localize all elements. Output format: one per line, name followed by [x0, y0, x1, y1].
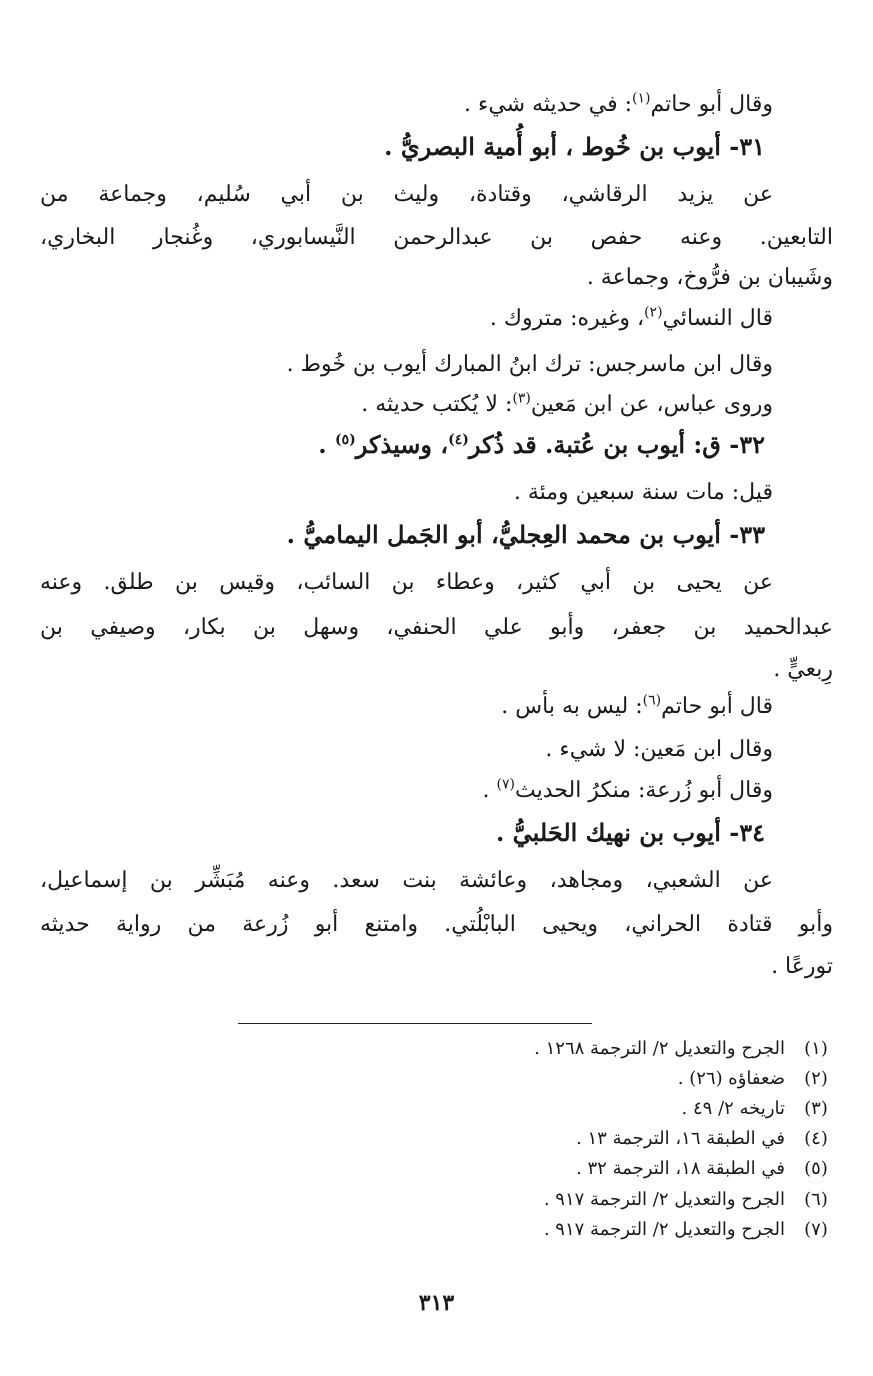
text-line: وروى عباس، عن ابن مَعين$^{(٣)}$: لا يُكتب حديثه . — [361, 390, 773, 417]
footnote-number: (٦) — [804, 1189, 828, 1210]
footnote-number: (٧) — [804, 1219, 828, 1240]
footnote-text: ضعفاؤه (٢٦) . — [677, 1068, 785, 1089]
footnote-text: الجرح والتعديل ٢/ الترجمة ٩١٧ . — [543, 1189, 785, 1210]
text-line: وقال أبو زُرعة: منكرُ الحديث$^{(٧)}$ . — [482, 776, 773, 803]
footnote — [544, 1216, 833, 1244]
footnote-number: (٥) — [804, 1158, 828, 1179]
text-line: قال النسائي$^{(٢)}$، وغيره: متروك . — [489, 304, 773, 331]
text-line: قيل: مات سنة سبعين ومئة . — [513, 480, 773, 505]
footnote-text: الجرح والتعديل ٢/ الترجمة ١٢٦٨ . — [534, 1038, 785, 1059]
text-line: عن يحيى بن أبي كثير، وعطاء بن السائب، وقيس بن طلق. وعنه — [40, 570, 773, 595]
footnote — [534, 1035, 833, 1063]
footnote-text: في الطبقة ١٦، الترجمة ١٣ . — [576, 1128, 785, 1149]
text-line: وقال ابن مَعين: لا شيء . — [545, 737, 773, 762]
entry-heading: ٣٤- أيوب بن نهيك الحَلبيُّ . — [495, 818, 765, 847]
text-line: تورعًا . — [771, 954, 833, 979]
footnote — [682, 1095, 833, 1123]
footnote-text: الجرح والتعديل ٢/ الترجمة ٩١٧ . — [543, 1219, 785, 1240]
footnote — [576, 1125, 833, 1153]
footnote-number: (٢) — [804, 1068, 828, 1089]
footnote-divider — [238, 1023, 592, 1024]
footnote-number: (١) — [804, 1038, 828, 1059]
footnote-text: في الطبقة ١٨، الترجمة ٣٢ . — [576, 1158, 785, 1179]
footnote-number: (٤) — [804, 1128, 828, 1149]
text-line: وقال ابن ماسرجس: ترك ابنُ المبارك أيوب بن خُوط . — [286, 352, 773, 377]
footnote — [576, 1155, 833, 1183]
entry-heading: ٣١- أيوب بن خُوط ، أبو أُمية البصريُّ . — [384, 132, 765, 161]
text-line: التابعين. وعنه حفص بن عبدالرحمن النَّيسابوري، وغُنجار البخاري، — [40, 225, 833, 250]
footnote — [678, 1065, 833, 1093]
text-line: وقال أبو حاتم$^{(١)}$: في حديثه شيء . — [463, 90, 773, 117]
footnote-number: (٣) — [804, 1098, 828, 1119]
footnote-text: تاريخه ٢/ ٤٩ . — [681, 1098, 785, 1119]
text-line: عن يزيد الرقاشي، وقتادة، وليث بن أبي سُليم، وجماعة من — [40, 182, 773, 207]
text-line: عن الشعبي، ومجاهد، وعائشة بنت سعد. وعنه مُبَشِّر بن إسماعيل، — [40, 868, 773, 893]
entry-heading: ٣٢- ق: أيوب بن عُتبة. قد ذُكر$^{(٤)}$، وسيذكر$^{(٥)}$ . — [318, 430, 765, 459]
text-line: رِبعيٍّ . — [773, 657, 833, 682]
text-line: وأبو قتادة الحراني، ويحيى البابْلُتي. وامتنع أبو زُرعة من رواية حديثه — [40, 912, 833, 937]
entry-heading: ٣٣- أيوب بن محمد العِجليُّ، أبو الجَمل اليماميُّ . — [286, 520, 765, 549]
text-line: وشَيبان بن فرُّوخ، وجماعة . — [586, 265, 833, 290]
text-line: عبدالحميد بن جعفر، وأبو علي الحنفي، وسهل بن بكار، وصيفي بن — [40, 615, 833, 640]
footnote — [544, 1186, 833, 1214]
page-number: ٣١٣ — [418, 1290, 455, 1316]
text-line: قال أبو حاتم$^{(٦)}$: ليس به بأس . — [501, 692, 773, 719]
